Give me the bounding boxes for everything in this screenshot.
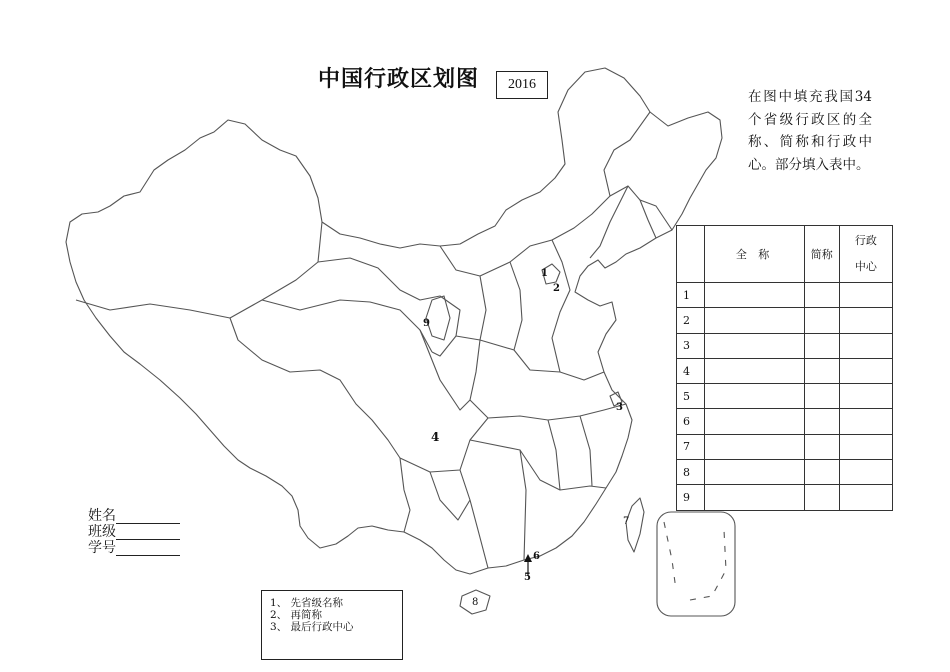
abbr-cell[interactable] (804, 434, 839, 459)
marker-1: 1 (541, 268, 548, 279)
capital-cell[interactable] (839, 409, 892, 434)
row-number: 7 (677, 434, 705, 459)
header-number (677, 226, 705, 283)
border-xinjiang (76, 222, 322, 318)
answer-table (676, 225, 893, 511)
full-name-cell[interactable] (705, 283, 804, 308)
abbr-cell[interactable] (804, 460, 839, 485)
full-name-cell[interactable] (705, 460, 804, 485)
marker-2: 2 (553, 283, 560, 294)
border-south (460, 416, 606, 568)
table-row (677, 384, 893, 409)
steps-box (261, 590, 403, 660)
border-central (456, 276, 626, 420)
step-item: 2、 再简称 (270, 609, 323, 621)
row-number: 2 (677, 308, 705, 333)
row-number: 6 (677, 409, 705, 434)
full-name-cell[interactable] (705, 358, 804, 383)
name-label: 姓名 (88, 508, 116, 524)
header-abbreviation: 简称 (804, 226, 839, 283)
row-number: 1 (677, 283, 705, 308)
full-name-cell[interactable] (705, 485, 804, 510)
header-capital-line2: 中心 (854, 260, 877, 273)
border-yunnan (400, 458, 470, 532)
border-inner-mongolia (440, 186, 672, 276)
year-badge: 2016 (496, 71, 548, 99)
step-item: 3、 最后行政中心 (270, 621, 354, 633)
table-row (677, 485, 893, 510)
marker-5: 5 (524, 572, 531, 583)
border-jilin-liaoning (590, 186, 656, 258)
table-row (677, 409, 893, 434)
abbr-cell[interactable] (804, 485, 839, 510)
abbr-cell[interactable] (804, 283, 839, 308)
step-item: 1、 先省级名称 (270, 597, 344, 609)
abbr-cell[interactable] (804, 384, 839, 409)
header-capital (839, 226, 892, 283)
class-blank[interactable] (116, 527, 180, 540)
capital-cell[interactable] (839, 358, 892, 383)
table-row (677, 460, 893, 485)
marker-9: 9 (423, 318, 430, 329)
full-name-cell[interactable] (705, 308, 804, 333)
abbr-cell[interactable] (804, 358, 839, 383)
capital-cell[interactable] (839, 308, 892, 333)
row-number: 3 (677, 333, 705, 358)
capital-cell[interactable] (839, 283, 892, 308)
table-row (677, 308, 893, 333)
row-number: 8 (677, 460, 705, 485)
capital-cell[interactable] (839, 485, 892, 510)
table-row (677, 358, 893, 383)
table-header-row (677, 226, 893, 283)
marker-7: 7 (623, 516, 630, 527)
class-label: 班级 (88, 524, 116, 540)
full-name-cell[interactable] (705, 434, 804, 459)
id-blank[interactable] (116, 543, 180, 556)
full-name-cell[interactable] (705, 384, 804, 409)
capital-cell[interactable] (839, 333, 892, 358)
capital-cell[interactable] (839, 460, 892, 485)
marker-4: 4 (431, 430, 440, 444)
full-name-cell[interactable] (705, 409, 804, 434)
row-number: 4 (677, 358, 705, 383)
marker-3: 3 (616, 402, 623, 413)
border-north (510, 240, 604, 380)
row-number: 9 (677, 485, 705, 510)
table-row (677, 434, 893, 459)
nine-dash-line (664, 522, 726, 600)
border-qinghai (262, 300, 432, 352)
id-label: 学号 (88, 540, 116, 556)
abbr-cell[interactable] (804, 308, 839, 333)
south-sea-inset (657, 512, 735, 616)
header-full-name: 全 称 (705, 226, 804, 283)
instruction-text: 在图中填充我国34个省级行政区的全称、简称和行政中心。部分填入表中。 (748, 89, 872, 173)
marker-8: 8 (472, 597, 479, 608)
abbr-cell[interactable] (804, 409, 839, 434)
capital-cell[interactable] (839, 434, 892, 459)
full-name-cell[interactable] (705, 333, 804, 358)
name-row (88, 508, 180, 524)
id-row (88, 540, 180, 556)
header-capital-line1: 行政 (854, 234, 877, 247)
student-info (88, 508, 180, 556)
border-tibet (230, 318, 400, 458)
table-row (677, 283, 893, 308)
border-heilongjiang (604, 112, 650, 196)
name-blank[interactable] (116, 511, 180, 524)
row-number: 5 (677, 384, 705, 409)
map-title: 中国行政区划图 (318, 67, 480, 92)
table-row (677, 333, 893, 358)
marker-6: 6 (533, 551, 540, 562)
abbr-cell[interactable] (804, 333, 839, 358)
class-row (88, 524, 180, 540)
capital-cell[interactable] (839, 384, 892, 409)
